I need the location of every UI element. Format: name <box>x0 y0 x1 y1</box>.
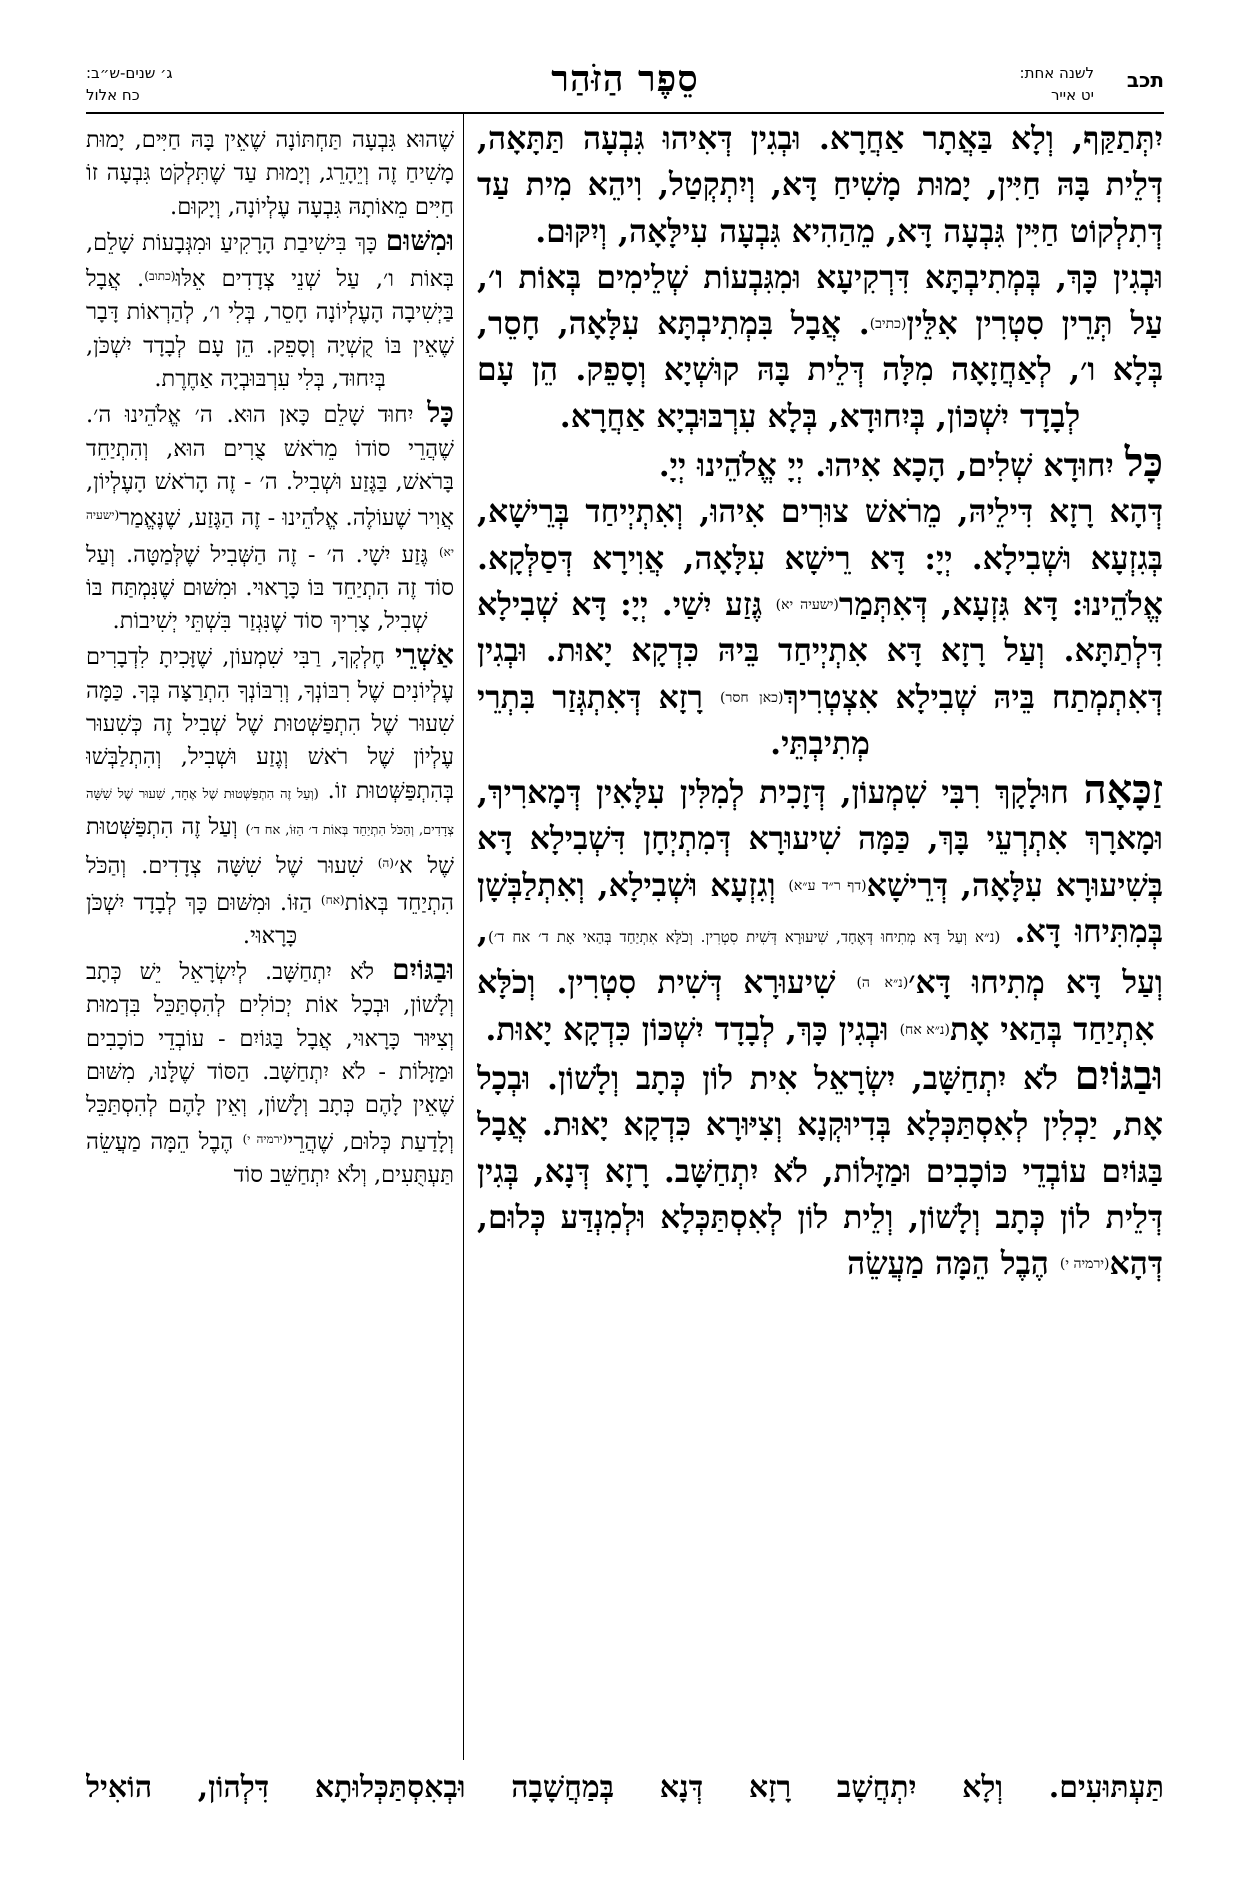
translation-paragraph-2 <box>86 224 454 396</box>
drop-word: וּבַגּוֹיִם <box>392 953 454 987</box>
drop-word: כָּל <box>1124 439 1163 487</box>
text-run: שִׁעוּר שֶׁל שִׁשָּׁה צְדָדִים. וְהַכֹּל הִתְיַחֵד בְּאוֹת <box>86 853 454 916</box>
main-paragraph-5 <box>477 767 1163 1053</box>
text-run: , וְעַל דָּא מְתִיחוּ דָּא׳ <box>477 913 1163 1002</box>
text-run: שִׁיעוּרָא דְּשִׁית סִטְרִין. וְכֹלָּא אִתְיַחַד בְּהַאי אָת <box>477 964 1155 1048</box>
text-run: הַזּוֹ. וּמִשּׁוּם כָּךְ לְבָדָד יִשְׁכֹּן כָּרָאוּי. <box>86 889 321 949</box>
citation: (ה) <box>377 856 394 871</box>
text-run: וּבְגִין כָּךְ, בְּמְתִיבְתָּא דִּרְקִיעָא וּמִגִּבְעוֹת שְׁלֵימִים בְּאוֹת ו׳, עַל תְּרֵין סִטְרִין אִלֵּין <box>477 258 1163 343</box>
schedule-label: ג׳ שנים-ש״ב: <box>86 64 173 82</box>
main-paragraph-3 <box>477 440 1163 489</box>
text-run: יִחוּד שָׁלֵם כָּאן הוּא. ה׳ אֱלֹהֵינוּ ה׳. שֶׁהֲרֵי סוֹדוֹ מֵרֹאשׁ צֻרִים הוּא, וְהִתְיַחֵד בָּרֹאשׁ, בַּגֶּזַע וּשְׁבִיל. ה׳ - זֶה הָרֹאשׁ הָעֶלְיוֹן, אֲוִיר שֶׁעוֹלֶה. אֱלֹהֵינוּ - זֶה הַגֶּזַע, שֶׁנֶּאֱמַר <box>86 402 454 532</box>
text-run: גֶּזַע יִשָׁי. ה׳ - זֶה הַשְּׁבִיל שֶׁלְּמַטָּה. וְעַל סוֹד זֶה הִתְיַחֵד בּוֹ כָּרָאוּי. וּמִשּׁוּם שֶׁנִּמְתַּח בּוֹ שְׁבִיל, צָרִיךְ סוֹד שֶׁנִּגְזַר בִּשְׁתֵּי יְשִׁיבוֹת. <box>86 541 454 635</box>
citation: (נ״א אח) <box>899 1021 950 1038</box>
translation-paragraph-1 <box>86 124 454 224</box>
page-final-line: תַּעְתּוּעִים. וְלָא יִתְחֲשָׁב רָזָא דְּנָא בְּמַחֲשָׁבָה וּבְאִסְתַּכְּלוּתָא דִּלְהוֹן, הוֹאִיל <box>86 1770 1164 1805</box>
citation: (דף ר״ד ע״א) <box>788 877 867 894</box>
text-run: כָּךְ בִּישִׁיבַת הָרָקִיעַ וּמִגְּבָעוֹת שָׁלֵם, בְּאוֹת ו׳, עַל שְׁנֵי צְדָדִים אֵלּוּ <box>86 229 454 293</box>
reading-schedule-three-years <box>86 62 266 106</box>
drop-word: אַשְׁרֵי <box>395 638 454 672</box>
text-run: לֹא יִתְחַשָּׁב. לְיִשְׂרָאֵל יֵשׁ כְּתָב וְלָשׁוֹן, וּבְכָל אוֹת יְכוֹלִים לְהִסְתַּכֵּל בִּדְמוּת וְצִיּוּר כָּרָאוּי, אֲבָל בַּגּוֹיִם - עוֹבְדֵי כוֹכָבִים וּמַזָּלוֹת - לֹא יִתְחַשָּׁב. הַסּוֹד שֶׁלָּנוּ, מִשּׁוּם שֶׁאֵין לָהֶם כְּתָב וְלָשׁוֹן, וְאֵין לָהֶם לְהִסְתַּכֵּל וְלָדַעַת כְּלוּם, שֶׁהֲרֵי <box>86 959 454 1155</box>
citation: (אח) <box>320 892 345 907</box>
text-run: וּבְגִין כָּךְ, לְבָדָד יִשְׁכּוֹן כִּדְקָא יָאוּת. <box>485 1010 900 1048</box>
translation-paragraph-3 <box>86 396 454 638</box>
alt-reading-note: (וְעַל זֶה הִתְפַּשְּׁטוּת שֶׁל אֶחָד, שִׁעוּר שֶׁל שִׁשָּׁה צְדָדִים, וְהַכֹּל הִתְיַחֵד בְּאוֹת ד׳ הַזּוֹ, אח ד׳) <box>86 786 454 838</box>
text-run: וְעַל זֶה הִתְפַּשְּׁטוּת שֶׁל א׳ <box>86 813 454 880</box>
text-run: שֶׁהוּא גִּבְעָה תַּחְתּוֹנָה שֶׁאֵין בָּהּ חַיִּים, יָמוּת מָשִׁיחַ זֶה וְיֵהָרֵג, וְיָמוּת עַד שֶׁתִּלְקֹט גִּבְעָה זוֹ חַיִּים מֵאוֹתָהּ גִּבְעָה עֶלְיוֹנָה, וְיָקוּם. <box>86 127 454 220</box>
text-run: חֶלְקְךָ, רַבִּי שִׁמְעוֹן, שֶׁזָּכִיתָ לִדְבָרִים עֶלְיוֹנִים שֶׁל רִבּוֹנְךָ, וְרִבּוֹנְךָ הִתְרַצָּה בְּךָ. כַּמָּה שִׁעוּר שֶׁל הִתְפַּשְּׁטוּת שֶׁל שְׁבִיל זֶה כְּשִׁעוּר עֶלְיוֹן שֶׁל רֹאשׁ וְגֶזַע וּשְׁבִיל, וְהִתְלַבְּשׁוּ בְּהִתְפַּשְּׁטוּת זוֹ. <box>86 644 454 804</box>
alt-reading-note: (נ״א וְעַל דָּא מְתִיחוּ דְּאֶחָד, שִׁיעוּרָא דְּשִׁית סִטְרִין. וְכֹלָּא אִתְיַחַד בְּהַאי אָת ד׳ אח ד׳) <box>487 928 1001 947</box>
citation: (ישעיה יא) <box>775 596 839 613</box>
page-number: תכב <box>1126 68 1164 92</box>
translation-paragraph-5 <box>86 953 454 1192</box>
drop-word: זַכָּאָה <box>1083 766 1163 814</box>
citation: (ירמיה י) <box>1059 1256 1110 1273</box>
main-paragraph-2 <box>477 255 1163 440</box>
translation-paragraph-4 <box>86 638 454 953</box>
drop-word: וּמִשּׁוּם <box>385 223 454 257</box>
text-run: דְּהָא רָזָא דִּילֵיהּ, מֵרֹאשׁ צוּרִים אִיהוּ, וְאִתְיְיחַד בְּרֵישָׁא, בְּגִזְעָא וּשְׁבִילָא. יְיָ: דָּא רֵישָׁא עִלָּאָה, אֲוִירָא דְּסַלְּקָא. אֱלֹהֵינוּ: דָּא גִּזְעָא, דְּאִתְּמַר <box>477 493 1163 623</box>
text-run: וְגִזְעָא וּשְׁבִילָא, וְאִתְלַבְּשָׁן בְּמִתִּיחוּ דָּא. <box>477 866 1163 951</box>
text-run: הֶבֶל הֵמָּה מַעֲשֵׂה תַּעְתֻּעִים, וְלֹא יִתְחַשֵּׁב סוֹד <box>86 1128 454 1188</box>
citation: (ירמיה י) <box>242 1131 288 1146</box>
main-text-column <box>477 116 1163 1762</box>
text-run: גֶּזַע יִשַׁי. יְיָ: דָּא שְׁבִילָא דִּלְתַתָּא. וְעַל רָזָא דָּא אִתְיְיחַד בֵּיהּ כִּדְקָא יָאוּת. וּבְגִין דְּאִתְמְתַח בֵּיהּ שְׁבִילָא אִצְטְרִיךְ <box>477 585 1163 716</box>
citation: (ישעיה יא) <box>86 508 454 559</box>
main-paragraph-6 <box>477 1053 1163 1287</box>
running-header <box>86 58 1164 110</box>
text-run: יִחוּדָא שְׁלִים, הָכָא אִיהוּ. יְיָ אֱלֹהֵינוּ יְיָ. <box>658 447 1125 485</box>
schedule-date: יט אייר <box>1050 86 1094 104</box>
drop-word: וּבַגּוֹיִם <box>1074 1051 1163 1099</box>
schedule-label: לשנה אחת: <box>1019 64 1094 82</box>
main-paragraph-1 <box>477 116 1163 255</box>
main-paragraph-4 <box>477 489 1163 767</box>
schedule-date: כח אלול <box>86 86 140 104</box>
text-run: . אֲבָל בִּמְתִיבְתָּא עִלָּאָה, חָסֵר, בְּלָא ו׳, לְאַחֲזָאָה מִלָּה דְּלֵית בָּהּ קוּשְׁיָא וְסָפֵק. הֵן עָם לְבָדָד יִשְׁכּוֹן, בְּיִחוּדָא, בְּלָא עִרְבּוּבְיָא אַחֲרָא. <box>477 305 1163 435</box>
translation-column <box>86 124 454 1760</box>
column-divider <box>463 114 464 1760</box>
text-run: הֶבֶל הֵמָּה מַעֲשֵׂה <box>847 1245 1060 1283</box>
text-run: לֹא יִתְחַשָּׁב, יִשְׂרָאֵל אִית לוֹן כְּתָב וְלָשׁוֹן. וּבְכָל אָת, יַכְלִין לְאִסְתַּכְּלָא בְּדִיוּקְנָא וְצִיּוּרָא כִּדְקָא יָאוּת. אֲבָל בַּגּוֹיִם עוֹבְדֵי כּוֹכָבִים וּמַזָּלוֹת, לֹא יִתְחַשָּׁב. רָזָא דְּנָא, בְּגִין דְּלֵית לוֹן כְּתָב וְלָשׁוֹן, וְלֵית לוֹן לְאִסְתַּכְּלָא וּלְמִנְדַּע כְּלוּם, דְּהָא <box>477 1059 1163 1283</box>
text-run: . אֲבָל בַּיְשִׁיבָה הָעֶלְיוֹנָה חָסֵר, בְּלִי ו׳, לְהַרְאוֹת דָּבָר שֶׁאֵין בּוֹ קֻשְׁיָה וְסָפֵק. הֵן עָם לְבָדָד יִשְׁכֹּן, בְּיִחוּד, בְּלִי עִרְבּוּבְיָה אַחֶרֶת. <box>86 266 454 393</box>
drop-word: כָּל <box>427 396 454 430</box>
citation: (כתוב) <box>144 269 176 284</box>
editorial-note: (כאן חסר) <box>720 689 784 706</box>
text-run: חוּלָקָךְ רִבִּי שִׁמְעוֹן, דְּזָכִית לְמִלִּין עִלָּאִין דְּמָארִיךְ, וּמָארָךְ אִתְרְעֵי בָּךְ, כַּמָּה שִׁיעוּרָא דְּמִתְיְחָן דִּשְׁבִילָא דָּא בְּשִׁיעוּרָא עִלָּאָה, דְּרֵישָׁא <box>477 774 1163 904</box>
text-run: רָזָא דְּאִתְגְּזַר בִּתְרֵי מְתִיבְתֵּי. <box>477 678 870 762</box>
text-run: יִתְּתַקַּף, וְלָא בַּאֲתָר אַחֲרָא. וּבְגִין דְּאִיהוּ גִּבְעָה תַּתָּאָה, דְּלֵית בָּהּ חַיִּין, יָמוּת מָשִׁיחַ דָּא, וְיִתְקְטַל, וִיהֵא מִית עַד דְּתִלְקוֹט חַיִּין גִּבְעָה דָּא, מֵהַהִיא גִּבְעָה עִילָּאָה, וְיִקּוּם. <box>477 120 1163 250</box>
book-title: סֵפֶר הַזֹּהַר <box>551 58 699 100</box>
header-rule <box>86 112 1164 114</box>
citation: (כתיב) <box>869 316 907 333</box>
citation: (נ״א ה) <box>856 975 909 992</box>
